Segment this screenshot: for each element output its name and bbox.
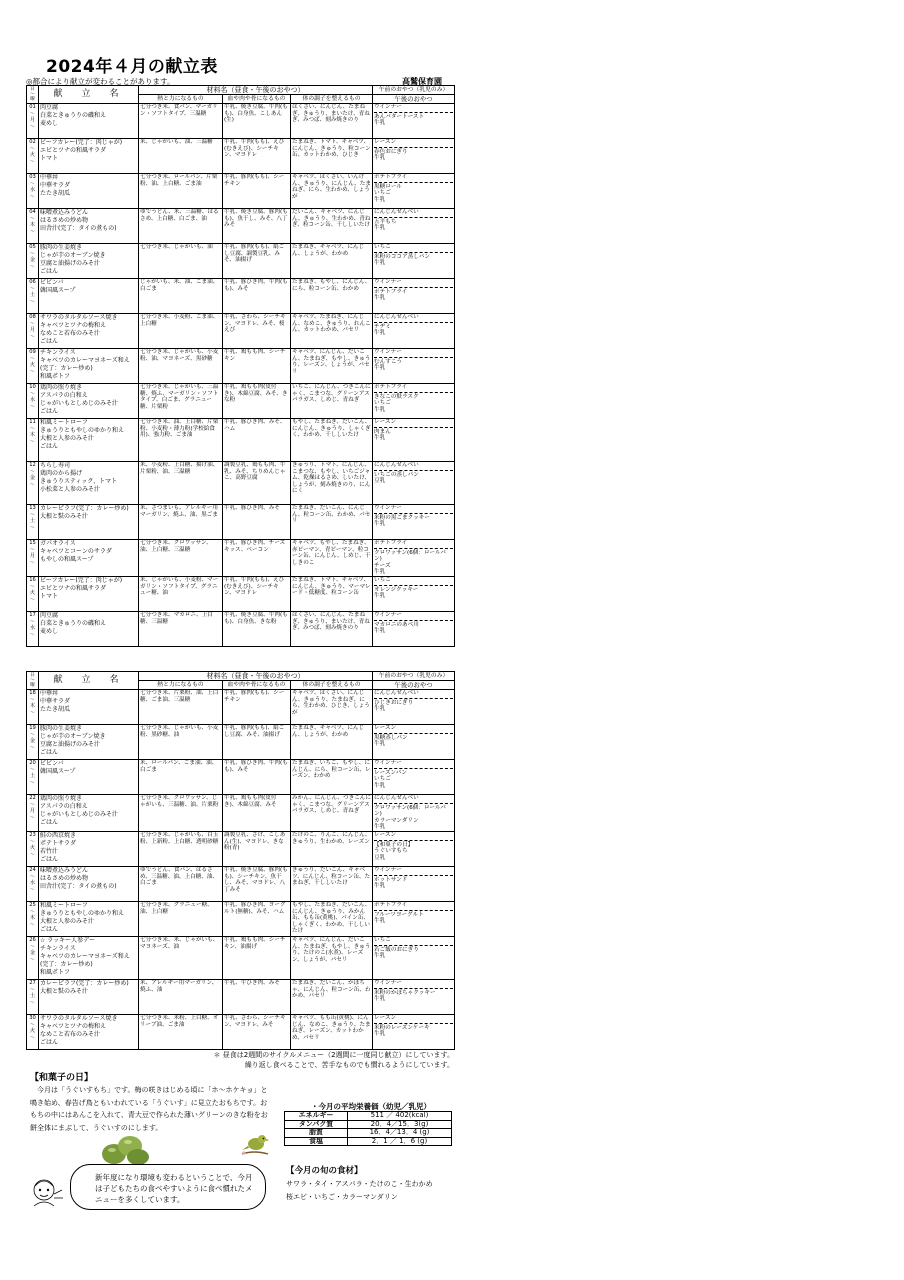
seasonal-line-2: 桜エビ・いちご・カラーマンダリン xyxy=(286,1193,398,1201)
date-cell: 09 〜 火 〜 xyxy=(27,349,39,384)
vitamin-cell: たまねぎ、だいこん、かぼちゃ、にんじん、粒コーン缶、わかめ、パセリ xyxy=(291,979,373,1014)
snack-am: ウインナー xyxy=(374,505,453,514)
protein-cell: 調製豆乳、鶏もも肉、牛乳、みそ、ちりめんじゃこ、高野豆腐 xyxy=(223,462,291,505)
snack-pm: 春色おにぎり 牛乳 xyxy=(374,148,408,162)
snack-am-header: 午前のおやつ（乳児のみ） xyxy=(373,672,455,681)
date-cell: 16 〜 火 〜 xyxy=(27,576,39,611)
snack-cell xyxy=(373,384,455,419)
snack-am: ポテトフライ xyxy=(374,174,453,183)
date-cell: 01 〜 月 〜 xyxy=(27,104,39,139)
energy-cell: 米、ロールパン、ごま油、油、白ごま xyxy=(139,760,223,795)
bush-warbler-icon xyxy=(238,1128,272,1158)
vitamin-cell: きゅうり、トマト、にんじん、こまつな、もやし、いちごジャム、乾燥はるさめ、しいたけ、しょうが、刻み焼きのり、にんにく xyxy=(291,462,373,505)
date-cell: 19 〜 金 〜 xyxy=(27,725,39,760)
menu-cell: 肉豆腐 白菜ときゅうりの磯和え 麦めし xyxy=(39,104,139,139)
table-row xyxy=(27,104,455,139)
protein-cell: 牛乳、鶏もも肉、シーチキン、油揚げ xyxy=(223,936,291,979)
menu-table-second-half xyxy=(26,671,455,1050)
date-cell: 23 〜 火 〜 xyxy=(27,831,39,866)
nutrition-table xyxy=(284,1111,452,1146)
date-cell: 24 〜 水 〜 xyxy=(27,866,39,901)
date-cell: 20 〜 土 〜 xyxy=(27,760,39,795)
menu-cell: ガパオライス キャベツとコーンのサラダ もやしの和風スープ xyxy=(39,540,139,577)
vitamin-cell: もやし、たまねぎ、だいこん、にんじん、きゅうり、しゃくぎく、わかめ、干ししいたけ xyxy=(291,419,373,462)
energy-cell: 米、小麦粉、上白糖、揚げ油、片栗粉、油、三温糖 xyxy=(139,462,223,505)
table-row xyxy=(27,384,455,419)
protein-header: 血や肉や骨になるもの xyxy=(223,681,291,690)
vitamin-header: 体の調子を整えるもの xyxy=(291,95,373,104)
energy-cell: 七分つき米、片栗粉、油、上白糖、ごま油、三温糖 xyxy=(139,690,223,725)
snack-cell xyxy=(373,936,455,979)
snack-pm: きなこの麩ラスク いちご 牛乳 xyxy=(374,393,419,413)
snack-cell xyxy=(373,576,455,611)
snack-pm: 米粉の黒ごまクッキー 牛乳 xyxy=(374,514,430,528)
protein-cell: 牛乳、豚ひき肉、牛肉(もも)、みそ xyxy=(223,760,291,795)
snack-am: にんじんせんべい xyxy=(374,462,453,471)
table-row xyxy=(27,540,455,577)
wagashi-heading: 【和菓子の日】 xyxy=(30,1073,94,1083)
snack-cell xyxy=(373,419,455,462)
snack-pm: クロワッサン(6個：ロールパン) カラーマンダリン 牛乳 xyxy=(374,804,446,831)
table-row xyxy=(27,795,455,832)
table-row xyxy=(27,611,455,646)
energy-cell: 米、さつまいも、アレルギー用マーガリン、焼ふ、油、黒ごま xyxy=(139,505,223,540)
energy-cell: 七分つき米、クロワッサン、油、上白糖、三温糖 xyxy=(139,540,223,577)
date-cell: 18 〜 木 〜 xyxy=(27,690,39,725)
snack-cell xyxy=(373,866,455,901)
energy-header: 熱と力になるもの xyxy=(139,681,223,690)
energy-cell: 七分つき米、小麦粉、ごま油、上白糖 xyxy=(139,314,223,349)
snack-pm: マカロニのあべ川 牛乳 xyxy=(374,621,419,635)
vitamin-cell: いちご、にんじん、つきこんにゃく、こまつな、グリーンアスパラガス、しめじ、青ねぎ xyxy=(291,384,373,419)
protein-cell: 牛乳、牛肉(もも)、えび(むきえび)、シーチキン、マヨドレ xyxy=(223,139,291,174)
date-cell: 08 〜 月 〜 xyxy=(27,314,39,349)
menu-cell: ビーフカレー(完了：肉じゃが) エビとツナの和風サラダ トマト xyxy=(39,139,139,174)
menu-cell: 鶏肉の照り焼き アスパラの白和え じゃがいもとしめじのみそ汁 ごはん xyxy=(39,384,139,419)
snack-cell xyxy=(373,979,455,1014)
energy-cell: ゆでうどん、米、三温糖、はるさめ、上白糖、白ごま、油 xyxy=(139,209,223,244)
snack-am: ポテトフライ xyxy=(374,540,453,549)
vitamin-cell: たまねぎ、だいこん、にんじん、粒コーン缶、わかめ、パセリ xyxy=(291,505,373,540)
vitamin-cell: キャベツ、はくさい、いんげん、きゅうり、にんじん、たまねぎ、にら、生わかめ、しょうが xyxy=(291,174,373,209)
vitamin-header: 体の調子を整えるもの xyxy=(291,681,373,690)
table-row xyxy=(27,174,455,209)
snack-cell xyxy=(373,314,455,349)
snack-pm: レーズンパン いちご 牛乳 xyxy=(374,769,407,789)
menu-cell: サワラのタルタルソース焼き キャベツとツナの梅和え なめこと若布のみそ汁 ごはん xyxy=(39,1014,139,1049)
snack-am: ウインナー xyxy=(374,279,453,288)
snack-pm-header: 午後のおやつ xyxy=(373,95,455,104)
date-cell: 15 〜 月 〜 xyxy=(27,540,39,577)
vitamin-cell: もやし、たまねぎ、だいこん、にんじん、きゅうり、みかん缶、もも缶(黄桃)、パイン缶、しゃくぎく、わかめ、干ししいたけ xyxy=(291,901,373,936)
energy-cell: 米、じゃがいも、油、三温糖 xyxy=(139,139,223,174)
menu-cell: サワラのタルタルソース焼き キャベツとツナの梅和え なめこと若布のみそ汁 ごはん xyxy=(39,314,139,349)
snack-am: にんじんせんべい xyxy=(374,314,453,323)
snack-am: ウインナー xyxy=(374,867,453,876)
menu-cell: 中華丼 中華サラダ たたき胡瓜 xyxy=(39,690,139,725)
snack-am: ウインナー xyxy=(374,980,453,989)
table-row xyxy=(27,831,455,866)
school-name: 高鷲保育園 xyxy=(402,77,442,86)
snack-pm: 五平もち 牛乳 xyxy=(374,218,397,232)
vitamin-cell: たまねぎ、キャベツ、にんじん、しょうが、わかめ xyxy=(291,244,373,279)
snack-pm: ひじきおにぎり 牛乳 xyxy=(374,699,414,713)
menu-table-first-half xyxy=(26,85,455,647)
speech-bubble: 新年度になり環境も変わるということで、今月は子どもたちの食べやすいように食べ慣れたメニューを多くしています。 xyxy=(70,1164,266,1210)
nutrition-title: ・今月の平均栄養価（幼児／乳児） xyxy=(311,1102,431,1111)
protein-cell: 牛乳、鶏もも肉(皮付き)、木綿豆腐、みそ、きな粉 xyxy=(223,384,291,419)
date-cell: 11 〜 木 〜 xyxy=(27,419,39,462)
menu-cell: 肉豆腐 白菜ときゅうりの磯和え 麦めし xyxy=(39,611,139,646)
snack-pm: いちごの蒸しパン 豆乳 xyxy=(374,471,419,485)
table-row xyxy=(27,936,455,979)
day-header: 日 〜 曜 xyxy=(27,672,39,690)
child-icon xyxy=(28,1176,68,1210)
date-cell: 05 〜 金 〜 xyxy=(27,244,39,279)
menu-cell: ちらし寿司 鶏肉のから揚げ きゅうりスティック、トマト 小松菜と人参のみそ汁 xyxy=(39,462,139,505)
snack-pm: 米粉のココア蒸しパン 牛乳 xyxy=(374,253,430,267)
date-cell: 04 〜 木 〜 xyxy=(27,209,39,244)
vitamin-cell: きゅうり、だいこん、キャベツ、にんじん、粒コーン缶、たまねぎ、干ししいたけ xyxy=(291,866,373,901)
vitamin-cell: キャベツ、もやし、たまねぎ、赤ピーマン、青ピーマン、粒コーン缶、にんじん、しめじ、干しきのこ xyxy=(291,540,373,577)
protein-cell: 牛乳、鶏もも肉、シーチキン xyxy=(223,349,291,384)
menu-cell: チキンライス キャベツのカレーマヨネーズ和え (完了：カレー炒め) 和風ポトフ xyxy=(39,349,139,384)
protein-cell: 牛乳、焼き豆腐、豚肉(もも)、シーチキン、魚干し、みそ、マヨドレ、八丁みそ xyxy=(223,866,291,901)
snack-pm: クロワッサン(6個：ロールパン) チーズ 牛乳 xyxy=(374,549,446,576)
vitamin-cell: キャベツ、もも缶(黄桃)、にんじん、なめこ、きゅうり、たまねぎ、レーズン、カットわかめ、パセリ xyxy=(291,1014,373,1049)
snack-pm: 【和菓子の日】 うぐいすもち 豆乳 xyxy=(374,841,414,861)
snack-cell xyxy=(373,174,455,209)
menu-cell: ビビンバ 韓国風スープ xyxy=(39,279,139,314)
protein-cell: 牛乳、豚ひき肉、牛肉(もも)、みそ xyxy=(223,279,291,314)
table-row xyxy=(27,979,455,1014)
snack-am: にんじんせんべい xyxy=(374,690,453,699)
snack-cell xyxy=(373,725,455,760)
snack-am: レーズン xyxy=(374,832,453,841)
energy-cell: 七分つき米、ロールパン、片栗粉、油、上白糖、ごま油 xyxy=(139,174,223,209)
date-cell: 26 〜 金 〜 xyxy=(27,936,39,979)
energy-cell: 七分つき米、クロワッサン、じゃがいも、三温糖、油、片栗粉 xyxy=(139,795,223,832)
date-cell: 02 〜 火 〜 xyxy=(27,139,39,174)
vitamin-cell: はくさい、にんじん、たまねぎ、きゅうり、まいたけ、青ねぎ、みつば、刻み焼きのり xyxy=(291,104,373,139)
snack-pm: あんバタートースト 牛乳 xyxy=(374,113,425,127)
energy-cell: 米、アレルギー用マーガリン、焼ふ、油 xyxy=(139,979,223,1014)
snack-am: ポテトフライ xyxy=(374,384,453,393)
menu-cell: ビビンバ 韓国風スープ xyxy=(39,760,139,795)
snack-pm: ポテトフライ 牛乳 xyxy=(374,288,408,302)
snack-cell xyxy=(373,349,455,384)
table-row xyxy=(27,139,455,174)
vitamin-cell: みかん、にんじん、つきこんにゃく、こまつな、グリーンアスパラガス、しめじ、青ねぎ xyxy=(291,795,373,832)
energy-cell: 七分つき米、じゃがいも、小麦粉、油、マヨネーズ、黒砂糖 xyxy=(139,349,223,384)
energy-cell: じゃがいも、米、油、ごま油、白ごま xyxy=(139,279,223,314)
energy-cell: 七分つき米、食パン、マーガリン・ソフトタイプ、三温糖 xyxy=(139,104,223,139)
vitamin-cell: たまねぎ、もやし、にんじん、にら、粒コーン缶、わかめ xyxy=(291,279,373,314)
snack-pm-header: 午後のおやつ xyxy=(373,681,455,690)
protein-cell: 牛乳、焼き豆腐、豚肉(もも)、魚干し、みそ、八丁みそ xyxy=(223,209,291,244)
seasonal-heading: 【今月の旬の食材】 xyxy=(286,1166,363,1176)
menu-cell: 味噌煮込みうどん はるさめの炒め物 田舎汁(完了：タイの煮もの) xyxy=(39,866,139,901)
date-cell: 22 〜 月 〜 xyxy=(27,795,39,832)
protein-cell: 調製豆乳、さけ、こしあん(生)、マヨドレ、きな粉(青) xyxy=(223,831,291,866)
vitamin-cell: たまねぎ、いちご、もやし、にんじん、にら、粒コーン缶、レーズン、わかめ xyxy=(291,760,373,795)
snack-pm: 黒糖ロール いちご 牛乳 xyxy=(374,183,402,203)
table-row xyxy=(27,866,455,901)
snack-am: いちご xyxy=(374,937,453,946)
energy-cell: 七分つき米、米、じゃがいも、マヨネーズ、油 xyxy=(139,936,223,979)
date-cell: 12 〜 金 〜 xyxy=(27,462,39,505)
table-row xyxy=(27,760,455,795)
energy-cell: 七分つき米、じゃがいも、小麦粉、黒砂糖、油 xyxy=(139,725,223,760)
menu-cell: ビーフカレー(完了：肉じゃが) エビとツナの和風サラダ トマト xyxy=(39,576,139,611)
energy-cell: 七分つき米、油、上白糖、片栗粉、小麦粉・薄力粉(学校給食用)、強力粉、ごま油 xyxy=(139,419,223,462)
menu-cell: 鶏肉の照り焼き アスパラの白和え じゃがいもとしめじのみそ汁 ごはん xyxy=(39,795,139,832)
menu-cell: 中華丼 中華サラダ たたき胡瓜 xyxy=(39,174,139,209)
snack-am: レーズン xyxy=(374,1015,453,1024)
menu-cell: 和風ミートローフ きゅうりともやしのゆかり和え 大根と人参のみそ汁 ごはん xyxy=(39,419,139,462)
snack-cell xyxy=(373,209,455,244)
menu-cell: 和風ミートローフ きゅうりともやしのゆかり和え 大根と人参のみそ汁 ごはん xyxy=(39,901,139,936)
table-row xyxy=(27,505,455,540)
snack-cell xyxy=(373,690,455,725)
protein-cell: 牛乳、豚肉(もも)、絹ごし豆腐、調製豆乳、みそ、油揚げ xyxy=(223,244,291,279)
snack-pm: 黒糖蒸しパン 牛乳 xyxy=(374,734,408,748)
energy-cell: 米、じゃがいも、小麦粉、マーガリン・ソフトタイプ、グラニュー糖、油 xyxy=(139,576,223,611)
date-cell: 25 〜 木 〜 xyxy=(27,901,39,936)
table-row xyxy=(27,690,455,725)
protein-header: 血や肉や骨になるもの xyxy=(223,95,291,104)
snack-am-header: 午前のおやつ（乳児のみ） xyxy=(373,86,455,95)
table-row xyxy=(27,244,455,279)
date-cell: 13 〜 土 〜 xyxy=(27,505,39,540)
snack-am: いちご xyxy=(374,577,453,586)
table-row xyxy=(27,209,455,244)
table-row: 食塩 2．1 ／ 1．6 (g) xyxy=(285,1137,452,1146)
snack-cell xyxy=(373,795,455,832)
snack-am: ウインナー xyxy=(374,612,453,621)
table-row xyxy=(27,901,455,936)
snack-am: ポテトフライ xyxy=(374,902,453,911)
snack-am: ウインナー xyxy=(374,104,453,113)
day-header: 日 〜 曜 xyxy=(27,86,39,104)
change-note: ◎都合により献立が変わることがあります。 xyxy=(26,77,175,86)
energy-header: 熱と力になるもの xyxy=(139,95,223,104)
protein-cell: 牛乳、豚肉(もも)、絹ごし豆腐、みそ、油揚げ xyxy=(223,725,291,760)
energy-cell: 七分つき米、じゃがいも、三温糖、焼ふ、マーガリン・ソフトタイプ、白ごま、グラニュー糖、片栗粉 xyxy=(139,384,223,419)
vitamin-cell: キャベツ、にんじん、だいこん、たまねぎ、もやし、きゅうり、たけのこ(水煮)、レーズン、しょうが、パセリ xyxy=(291,936,373,979)
menu-name-header: 献 立 名 xyxy=(39,672,139,690)
snack-cell xyxy=(373,279,455,314)
materials-header: 材料名（昼食・午後のおやつ） xyxy=(139,86,373,95)
protein-cell: 牛乳、豚ひき肉、ヨーグルト(無糖)、みそ、ハム xyxy=(223,901,291,936)
snack-pm: 米粉のかぼちゃクッキー 牛乳 xyxy=(374,989,436,1003)
snack-pm: 肉まん 牛乳 xyxy=(374,428,391,442)
protein-cell: 牛乳、豚ひき肉、みそ xyxy=(223,505,291,540)
snack-cell xyxy=(373,104,455,139)
seasonal-line-1: サワラ・タイ・アスパラ・たけのこ・生わかめ xyxy=(286,1180,433,1188)
snack-cell xyxy=(373,611,455,646)
snack-cell xyxy=(373,831,455,866)
snack-cell xyxy=(373,540,455,577)
energy-cell: 七分つき米、米粉、上白糖、オリーブ油、ごま油 xyxy=(139,1014,223,1049)
menu-cell: カレーピラフ(完了：カレー炒め) 大根と麩のみそ汁 xyxy=(39,505,139,540)
materials-header: 材料名（昼食・午後のおやつ） xyxy=(139,672,373,681)
snack-cell xyxy=(373,901,455,936)
date-cell: 10 〜 水 〜 xyxy=(27,384,39,419)
snack-am: にんじんせんべい xyxy=(374,209,453,218)
snack-cell xyxy=(373,505,455,540)
snack-am: レーズン xyxy=(374,419,453,428)
protein-cell: 牛乳、焼き豆腐、牛肉(もも)、白身魚、きな粉 xyxy=(223,611,291,646)
protein-cell: 牛乳、さわら、シーチキン、マヨドレ、みそ、桜えび xyxy=(223,314,291,349)
snack-am: ウインナー xyxy=(374,760,453,769)
table-row xyxy=(27,314,455,349)
uguisu-mochi-icon xyxy=(100,1132,150,1166)
energy-cell: 七分つき米、じゃがいも、油 xyxy=(139,244,223,279)
snack-pm: オレンジクッキー 牛乳 xyxy=(374,586,419,600)
snack-pm: 若ご飯のおにぎり 牛乳 xyxy=(374,946,419,960)
menu-cell: 味噌煮込みうどん はるさめの炒め物 田舎汁(完了：タイの煮もの) xyxy=(39,209,139,244)
protein-cell: 牛乳、豚肉(もも)、シーチキン xyxy=(223,174,291,209)
table-row: 脂質 16．4／13．4 (g) xyxy=(285,1129,452,1138)
table-row xyxy=(27,1014,455,1049)
protein-cell: 牛乳、牛ひき肉、みそ xyxy=(223,979,291,1014)
protein-cell: 牛乳、鶏もも肉(皮付き)、木綿豆腐、みそ xyxy=(223,795,291,832)
snack-am: にんじんせんべい xyxy=(374,795,453,804)
date-cell: 30 〜 火 〜 xyxy=(27,1014,39,1049)
table-row xyxy=(27,462,455,505)
protein-cell: 牛乳、豚肉(もも)、シーチキン xyxy=(223,690,291,725)
date-cell: 06 〜 土 〜 xyxy=(27,279,39,314)
protein-cell: 牛乳、牛肉(もも)、えび(むきえび)、シーチキン、マヨドレ xyxy=(223,576,291,611)
snack-pm: ホットサンド 牛乳 xyxy=(374,876,408,890)
cycle-footnote: ＊ 昼食は2週間のサイクルメニュー（2週間に一度同じ献立）にしています。 繰り返し食べることで、苦手なものでも慣れるようにしています。 xyxy=(213,1051,454,1069)
page-title: 2024年４月の献立表 xyxy=(46,57,218,77)
protein-cell: 牛乳、豚ひき肉、チーズキッス、ベーコン xyxy=(223,540,291,577)
table-row xyxy=(27,725,455,760)
menu-name-header: 献 立 名 xyxy=(39,86,139,104)
energy-cell: 七分つき米、グラニュー糖、油、上白糖 xyxy=(139,901,223,936)
menu-cell: 豚肉の生姜焼き じゃが芋のオーブン焼き 豆腐と油揚げのみそ汁 ごはん xyxy=(39,244,139,279)
snack-pm: フルーツヨーグルト 牛乳 xyxy=(374,911,424,925)
table-row: エネルギー 511 ／ 402(kcal) xyxy=(285,1112,452,1121)
snack-am: いちご xyxy=(374,244,453,253)
snack-am: レーズン xyxy=(374,725,453,734)
table-row xyxy=(27,576,455,611)
vitamin-cell: たまねぎ、キャベツ、にんじん、しょうが、わかめ xyxy=(291,725,373,760)
date-cell: 17 〜 水 〜 xyxy=(27,611,39,646)
vitamin-cell: たまねぎ、トマト、キャベツ、にんじん、きゅうり、マーマレード・低糖度、粒コーン缶 xyxy=(291,576,373,611)
vitamin-cell: だいこん、キャベツ、にんじん、きゅうり、生わかめ、青ねぎ、粒コーン缶、干ししいたけ xyxy=(291,209,373,244)
snack-cell xyxy=(373,760,455,795)
table-row xyxy=(27,419,455,462)
protein-cell: 牛乳、焼き豆腐、牛肉(もも)、白身魚、こしあん(生) xyxy=(223,104,291,139)
snack-cell xyxy=(373,1014,455,1049)
date-cell: 27 〜 土 〜 xyxy=(27,979,39,1014)
vitamin-cell: キャベツ、はくさい、にんじん、きゅうり、たまねぎ、にら、生わかめ、ひじき、しょうが xyxy=(291,690,373,725)
vitamin-cell: たけのこ、りんご、にんじん、きゅうり、生わかめ、レーズン xyxy=(291,831,373,866)
snack-am: レーズン xyxy=(374,139,453,148)
snack-am: ウインナー xyxy=(374,349,453,358)
vitamin-cell: キャベツ、にんじん、だいこん、たまねぎ、もやし、きゅうり、レーズン、しょうが、パセリ xyxy=(291,349,373,384)
energy-cell: 七分つき米、マカロニ、上白糖、三温糖 xyxy=(139,611,223,646)
menu-cell: 豚肉の生姜焼き じゃが芋のオーブン焼き 豆腐と油揚げのみそ汁 ごはん xyxy=(39,725,139,760)
snack-pm: チヂミ 牛乳 xyxy=(374,323,391,337)
table-row xyxy=(27,279,455,314)
protein-cell: 牛乳、さわら、シーチキン、マヨドレ、みそ xyxy=(223,1014,291,1049)
vitamin-cell: キャベツ、たまねぎ、にんじん、なめこ、きゅうり、れんこん、カットわかめ、パセリ xyxy=(291,314,373,349)
table-row xyxy=(27,349,455,384)
menu-cell: ☆ ラッキー人参デー チキンライス キャベツのカレーマヨネーズ和え (完了：カレー炒め) 和風ポトフ xyxy=(39,936,139,979)
date-cell: 03 〜 水 〜 xyxy=(27,174,39,209)
energy-cell: 七分つき米、じゃがいも、白玉粉、上新粉、上白糖、透明砂糖 xyxy=(139,831,223,866)
vitamin-cell: たまねぎ、トマト、キャベツ、にんじん、きゅうり、粒コーン缶、カットわかめ、ひじき xyxy=(291,139,373,174)
snack-cell xyxy=(373,244,455,279)
snack-pm: むんすこう 牛乳 xyxy=(374,358,403,372)
snack-cell xyxy=(373,462,455,505)
snack-pm: 米粉のレーズンケーキ 牛乳 xyxy=(374,1024,430,1038)
menu-cell: カレーピラフ(完了：カレー炒め) 大根と麩のみそ汁 xyxy=(39,979,139,1014)
energy-cell: ゆでうどん、食パン、はるさめ、三温糖、油、上白糖、油、白ごま xyxy=(139,866,223,901)
protein-cell: 牛乳、豚ひき肉、みそ、ハム xyxy=(223,419,291,462)
wagashi-text: 今月は「うぐいすもち」です。梅の咲きはじめる頃に「ホ～ホケキョ」と鳴き始め、春告げ鳥ともいわれている「うぐいす」に見立たおもちです。おもちの中にはあんこを入れて、青大豆で作られた薄いグリーンのきな粉をお餅全体にまぶして、うぐいすのにします。 xyxy=(30,1086,268,1132)
vitamin-cell: はくさい、にんじん、たまねぎ、きゅうり、まいたけ、青ねぎ、みつば、刻み焼きのり xyxy=(291,611,373,646)
snack-cell xyxy=(373,139,455,174)
table-row: タンパク質 20．4／15．3(g) xyxy=(285,1120,452,1129)
menu-cell: 鮭の西京焼き ポテトサラダ 若竹汁 ごはん xyxy=(39,831,139,866)
